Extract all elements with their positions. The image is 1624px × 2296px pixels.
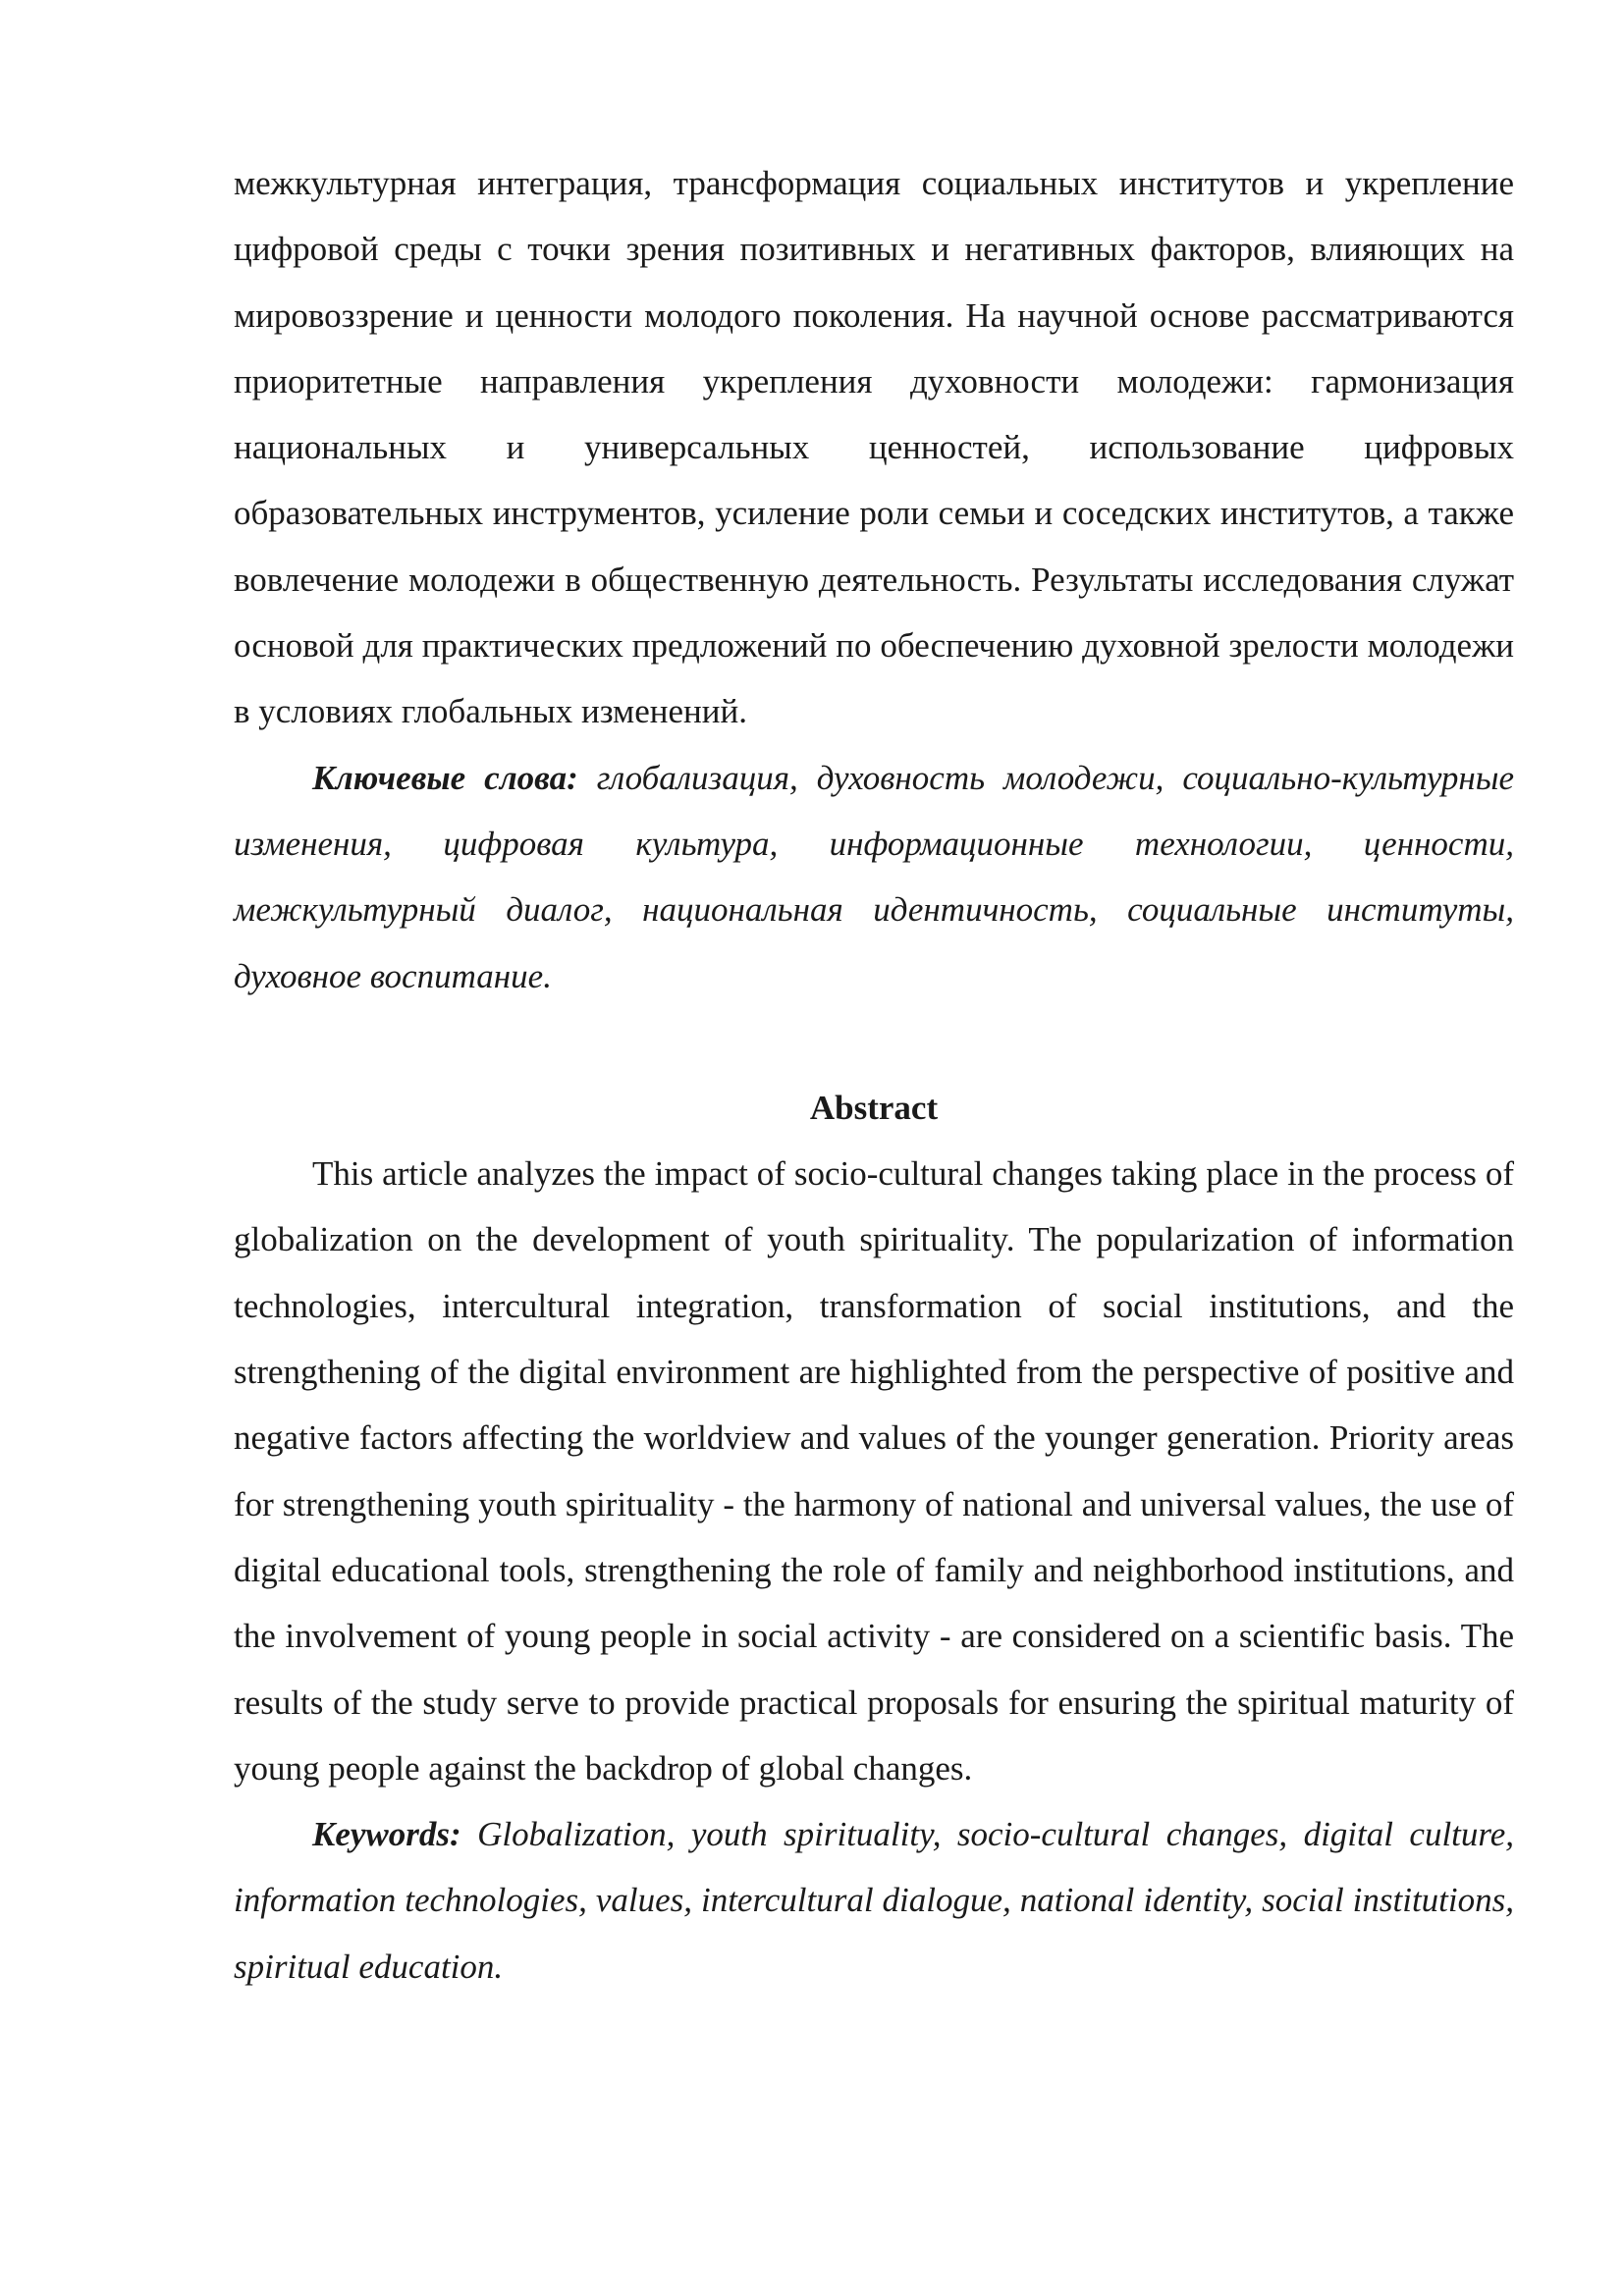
russian-keywords-paragraph — [234, 745, 1514, 1009]
english-keywords-paragraph — [234, 1801, 1514, 2000]
english-keywords-label: Keywords: — [312, 1815, 461, 1854]
abstract-heading: Abstract — [809, 1088, 939, 1127]
russian-keywords-text: глобализация, духовность молодежи, социально-культурные изменения, цифровая культура, информационные технологии, ценности, межкультурный диалог, национальная идентичность, социальные институты, духовное воспитание. — [234, 758, 1515, 995]
english-keywords-text: Globalization, youth spirituality, socio-cultural changes, digital culture, information technologies, values, intercultural dialogue, national identity, social institutions, spiritual education. — [234, 1815, 1515, 1986]
section-spacer — [234, 1009, 1514, 1075]
russian-keywords-label: Ключевые слова: — [312, 758, 578, 797]
russian-abstract-continuation: межкультурная интеграция, трансформация социальных институтов и укрепление цифровой среды с точки зрения позитивных и негативных факторов, влияющих на мировоззрение и ценности молодого поколения. На научной основе рассматриваются приоритетные направления укрепления духовности молодежи: гармонизация национальных и универсальных ценностей, использование цифровых образовательных инструментов, усиление роли семьи и соседских институтов, а также вовлечение молодежи в общественную деятельность. Результаты исследования служат основой для практических предложений по обеспечению духовной зрелости молодежи в условиях глобальных изменений. — [234, 164, 1514, 731]
english-abstract-body: This article analyzes the impact of socio-cultural changes taking place in the process of globalization on the development of youth spirituality. The popularization of information technologies, intercultural integration, transformation of social institutions, and the strengthening of the digital environment are highlighted from the perspective of positive and negative factors affecting the worldview and values of the younger generation. Priority areas for strengthening youth spirituality - the harmony of national and universal values, the use of digital educational tools, strengthening the role of family and neighborhood institutions, and the involvement of young people in social activity - are considered on a scientific basis. The results of the study serve to provide practical proposals for ensuring the spiritual maturity of young people against the backdrop of global changes. — [234, 1154, 1514, 1788]
document-page — [234, 150, 1514, 2000]
